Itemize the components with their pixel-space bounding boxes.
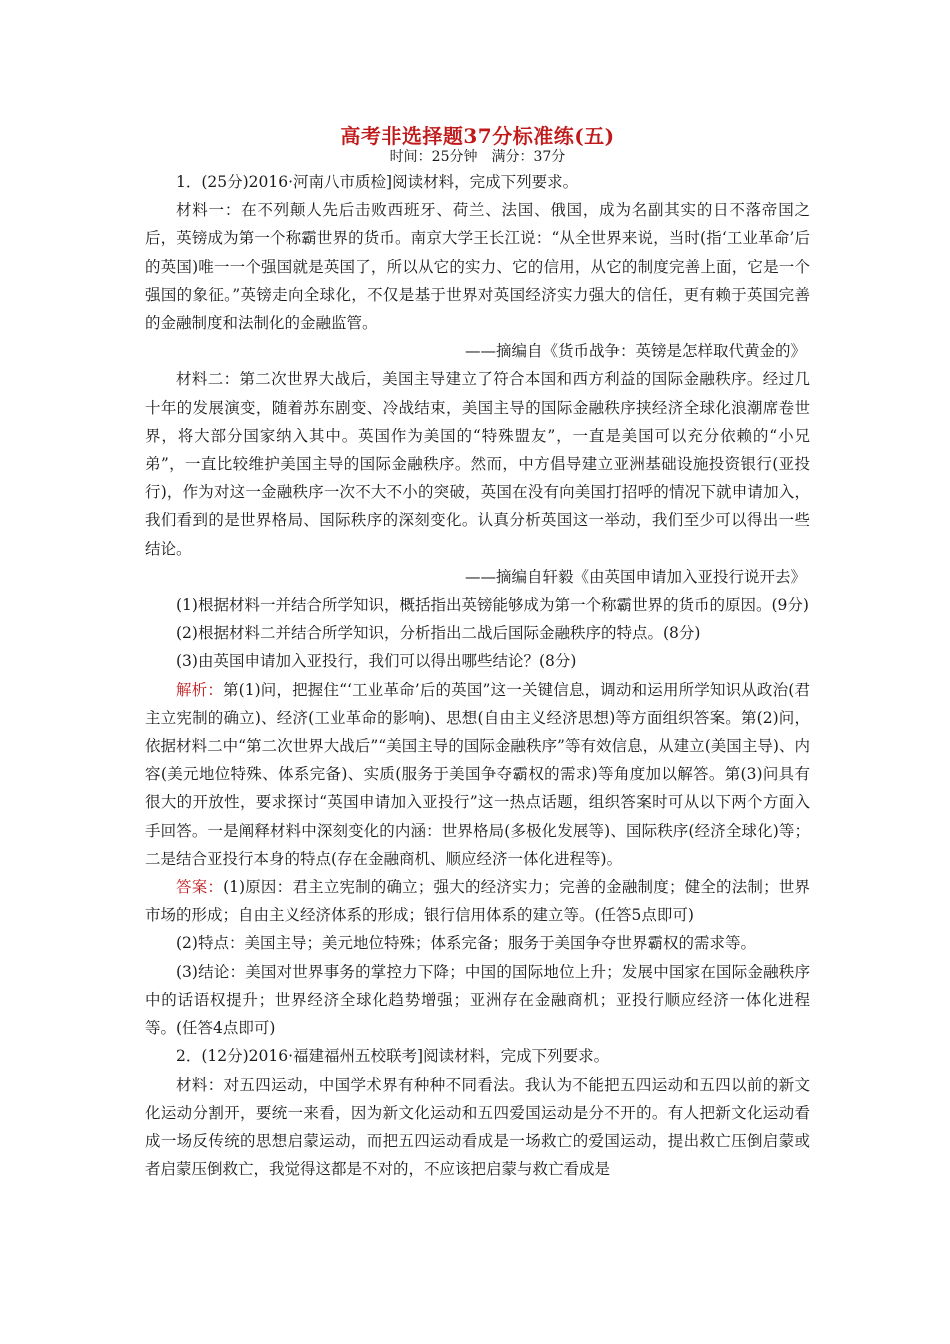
document-page: [145, 123, 810, 1183]
question-1-answer-1: [145, 873, 810, 929]
analysis-text: 第(1)问，把握住“‘工业革命’后的英国”这一关键信息，调动和运用所学知识从政治(君主立宪制的确立)、经济(工业革命的影响)、思想(自由主义经济思想)等方面组织答案。第(2)问，依据材料二中“第二次世界大战后”“美国主导的国际金融秩序”等有效信息，从建立(美国主导)、内容(美元地位特殊、体系完备)、实质(服务于美国争夺霸权的需求)等角度加以解答。第(3)问具有很大的开放性，要求探讨“英国申请加入亚投行”这一热点话题，组织答案时可从以下两个方面入手回答。一是阐释材料中深刻变化的内涵：世界格局(多极化发展等)、国际秩序(经济全球化)等；二是结合亚投行本身的特点(存在金融商机、顺应经济一体化进程等)。: [145, 680, 810, 868]
question-2-material: 材料：对五四运动，中国学术界有种种不同看法。我认为不能把五四运动和五四以前的新文化运动分割开，要统一来看，因为新文化运动和五四爱国运动是分不开的。有人把新文化运动看成一场反传统的思想启蒙运动，而把五四运动看成是一场救亡的爱国运动，提出救亡压倒启蒙或者启蒙压倒救亡，我觉得这都是不对的，不应该把启蒙与救亡看成是: [145, 1075, 810, 1179]
question-1-answer-3: (3)结论：美国对世界事务的掌控力下降；中国的国际地位上升；发展中国家在国际金融秩序中的话语权提升；世界经济全球化趋势增强；亚洲存在金融商机；亚投行顺应经济一体化进程等。(任答4点即可): [145, 962, 810, 1038]
answer-1-text: (1)原因：君主立宪制的确立；强大的经济实力；完善的金融制度；健全的法制；世界市场的形成；自由主义经济体系的形成；银行信用体系的建立等。(任答5点即可): [145, 878, 810, 925]
analysis-label: 解析：: [176, 680, 223, 699]
page-title: 高考非选择题37分标准练(五): [340, 124, 615, 148]
time-score-line: 时间：25分钟 满分：37分: [389, 149, 566, 165]
question-1-intro: 1．(25分)2016·河南八市质检]阅读材料，完成下列要求。: [176, 173, 579, 191]
question-1-sub-2: (2)根据材料二并结合所学知识，分析指出二战后国际金融秩序的特点。(8分): [176, 624, 701, 643]
question-1-sub-3: (3)由英国申请加入亚投行，我们可以得出哪些结论？(8分): [176, 652, 577, 671]
question-1-answer-2: (2)特点：美国主导；美元地位特殊；体系完备；服务于美国争夺世界霸权的需求等。: [176, 934, 756, 953]
question-1-source-1: ——摘编自《货币战争：英镑是怎样取代黄金的》: [464, 342, 806, 361]
question-1-analysis: [145, 676, 810, 873]
question-1-source-2: ——摘编自轩毅《由英国申请加入亚投行说开去》: [464, 567, 806, 586]
answer-label: 答案：: [176, 878, 224, 897]
question-1-material-2: 材料二：第二次世界大战后，美国主导建立了符合本国和西方利益的国际金融秩序。经过几十年的发展演变，随着苏东剧变、冷战结束，美国主导的国际金融秩序挟经济全球化浪潮席卷世界，将大部分国家纳入其中。英国作为美国的“特殊盟友”，一直是美国可以充分依赖的“小兄弟”，一直比较维护美国主导的国际金融秩序。然而，中方倡导建立亚洲基础设施投资银行(亚投行)，作为对这一金融秩序一次不大不小的突破，英国在没有向美国打招呼的情况下就申请加入，我们看到的是世界格局、国际秩序的深刻变化。认真分析英国这一举动，我们至少可以得出一些结论。: [145, 370, 810, 558]
question-2-intro: 2．(12分)2016·福建福州五校联考]阅读材料，完成下列要求。: [176, 1047, 610, 1066]
question-1-material-1: 材料一：在不列颠人先后击败西班牙、荷兰、法国、俄国，成为名副其实的日不落帝国之后，英镑成为第一个称霸世界的货币。南京大学王长江说：“从全世界来说，当时(指‘工业革命’后的英国)唯一一个强国就是英国了，所以从它的实力、它的信用，从它的制度完善上面，它是一个强国的象征。”英镑走向全球化，不仅是基于世界对英国经济实力强大的信任，更有赖于英国完善的金融制度和法制化的金融监管。: [145, 201, 810, 333]
question-1-sub-1: (1)根据材料一并结合所学知识，概括指出英镑能够成为第一个称霸世界的货币的原因。(9分): [176, 596, 809, 615]
